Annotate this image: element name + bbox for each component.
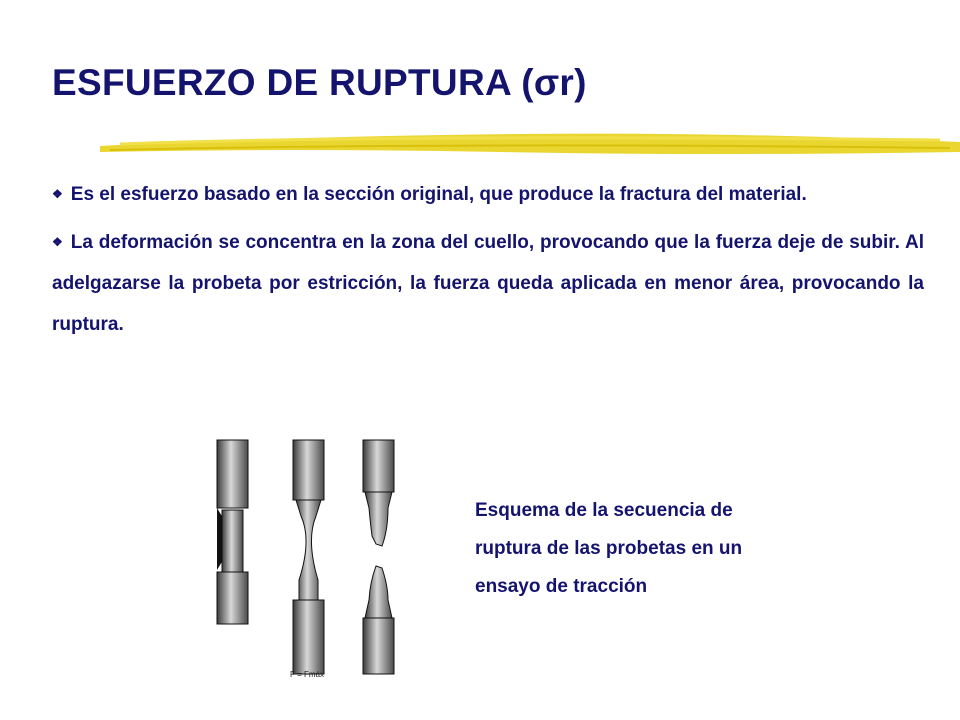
caption-line: Esquema de la secuencia de <box>475 500 733 521</box>
specimen-necked <box>293 440 324 674</box>
caption-line: ruptura de las probetas en un <box>475 538 743 559</box>
diamond-bullet-icon: ❖ <box>52 187 63 201</box>
bullet-list <box>52 174 924 352</box>
yellow-brush-underline <box>100 122 960 162</box>
figure-caption <box>475 492 835 606</box>
slide-title: ESFUERZO DE RUPTURA (σr) <box>52 62 587 103</box>
bullet-item <box>52 174 924 215</box>
specimen-uniform <box>217 440 248 624</box>
specimen-fractured <box>363 440 394 674</box>
bullet-item <box>52 222 924 345</box>
bullet-text: Es el esfuerzo basado en la sección original, que produce la fractura del material. <box>70 184 807 205</box>
force-formula: F = Fmáx <box>290 670 325 679</box>
tensile-specimens-figure <box>200 430 400 690</box>
caption-line: ensayo de tracción <box>475 576 648 597</box>
bullet-text: La deformación se concentra en la zona del cuello, provocando que la fuerza deje de subir. Al adelgazarse la probeta por estricción, la fuerza queda aplicada en menor área, provocando la ruptura. <box>52 232 924 335</box>
diamond-bullet-icon: ❖ <box>52 235 63 249</box>
